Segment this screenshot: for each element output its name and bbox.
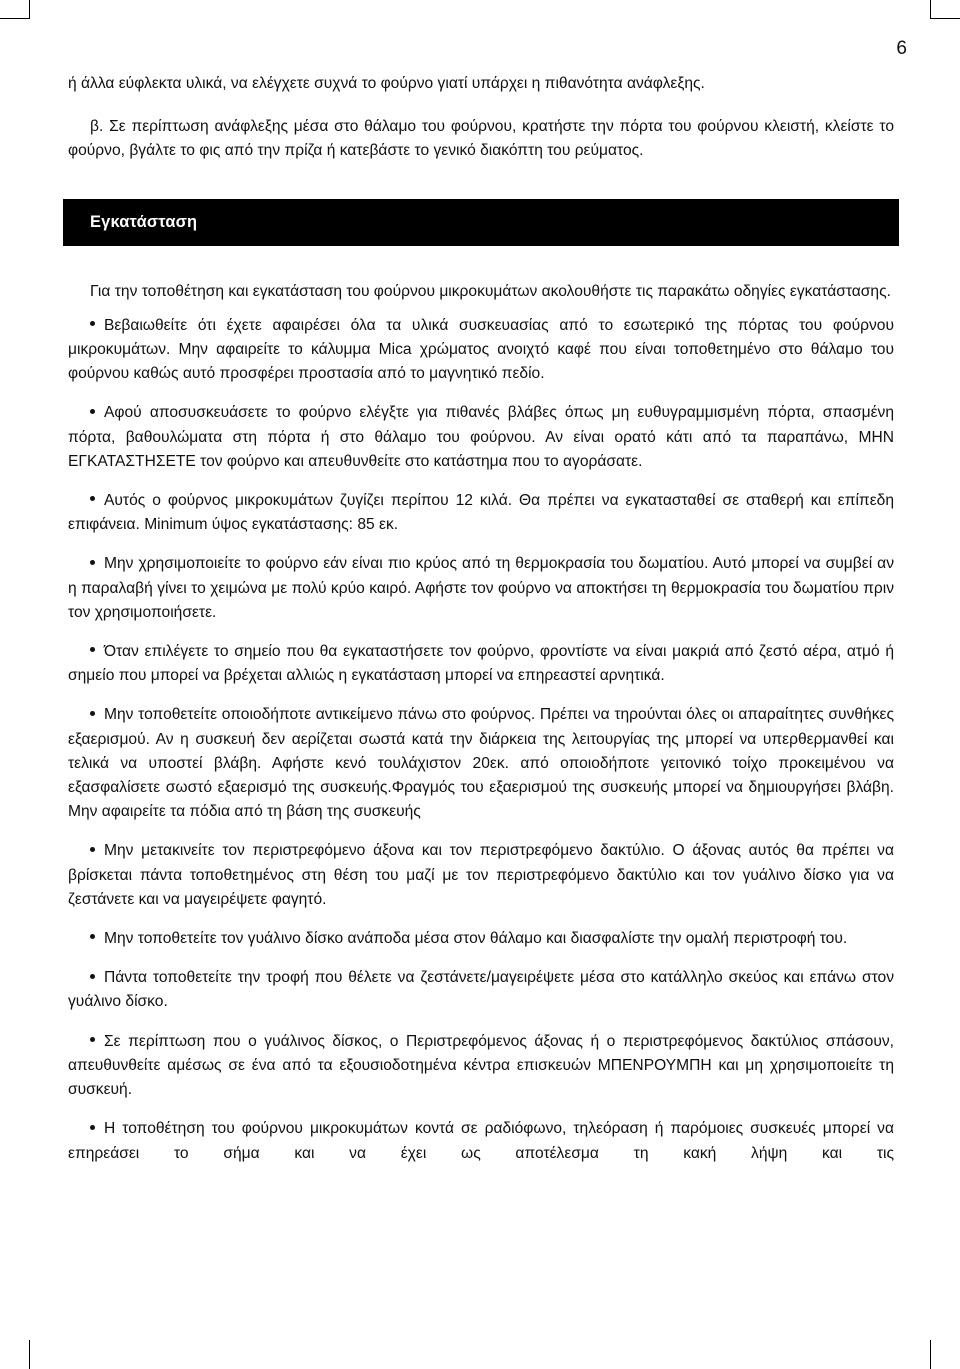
list-item: Αφού αποσυσκευάσετε το φούρνο ελέγξτε για πιθανές βλάβες όπως μη ευθυγραμμισμένη πόρτα, σπασμένη πόρτα, βαθουλώματα στη πόρτα ή στο θάλαμο του φούρνου. Αν είναι ορατό κάτι από τα παραπάνω, ΜΗΝ ΕΓΚΑΤΑΣΤΗΣΕΤΕ τον φούρνο και απευθυνθείτε στο κατάστημα που το αγοράσατε.: [68, 404, 894, 470]
bullet-icon: [90, 496, 95, 501]
bullet-icon: [90, 1125, 95, 1130]
crop-mark-bottom-right-vertical: [930, 1340, 931, 1369]
bullet-icon: [90, 409, 95, 414]
page-content: [68, 72, 894, 1166]
bullet-icon: [90, 1037, 95, 1042]
bullet-icon: [90, 560, 95, 565]
crop-mark-top-left-vertical: [29, 0, 30, 18]
bullet-icon: [90, 934, 95, 939]
list-item: Μην τοποθετείτε τον γυάλινο δίσκο ανάποδα μέσα στον θάλαμο και διασφαλίστε την ομαλή περιστροφή του.: [68, 927, 894, 951]
list-item: Η τοποθέτηση του φούρνου μικροκυμάτων κοντά σε ραδιόφωνο, τηλεόραση ή παρόμοιες συσκευές μπορεί να επηρεάσει το σήμα και να έχει ως αποτέλεσμα τη κακή λήψη και τις: [68, 1120, 894, 1162]
bullet-icon: [90, 974, 95, 979]
list-item: Αυτός ο φούρνος μικροκυμάτων ζυγίζει περίπου 12 κιλά. Θα πρέπει να εγκατασταθεί σε σταθερή και επίπεδη επιφάνεια. Minimum ύψος εγκατάστασης: 85 εκ.: [68, 492, 894, 534]
crop-mark-top-left-horizontal: [0, 18, 30, 19]
crop-mark-top-right-horizontal: [930, 18, 960, 19]
section-title: Εγκατάσταση: [90, 212, 198, 231]
crop-mark-top-right-vertical: [930, 0, 931, 18]
section-intro: Για την τοποθέτηση και εγκατάσταση του φούρνου μικροκυμάτων ακολουθήστε τις παρακάτω οδηγίες εγκατάστασης.: [90, 282, 891, 300]
bullet-icon: [90, 647, 95, 652]
list-item: Σε περίπτωση που ο γυάλινος δίσκος, ο Περιστρεφόμενος άξονας ή ο περιστρεφόμενος δακτύλιος σπάσουν, απευθυνθείτε αμέσως σε ένα από τα εξουσιοδοτημένα κέντρα επισκευών ΜΠΕΝΡΟΥΜΠΗ και μη χρησιμοποιείτε τη συσκευή.: [68, 1032, 894, 1099]
bullet-icon: [90, 321, 95, 326]
list-item: Πάντα τοποθετείτε την τροφή που θέλετε να ζεστάνετε/μαγειρέψετε μέσα στο κατάλληλο σκεύος και επάνω στον γυάλινο δίσκο.: [68, 969, 894, 1011]
paragraph-fire-instructions: β. Σε περίπτωση ανάφλεξης μέσα στο θάλαμο του φούρνου, κρατήστε την πόρτα του φούρνου κλειστή, κλείστε το φούρνο, βγάλτε το φις από την πρίζα ή κατεβάστε το γενικό διακόπτη του ρεύματος.: [68, 118, 894, 160]
paragraph-continued: ή άλλα εύφλεκτα υλικά, να ελέγχετε συχνά το φούρνο γιατί υπάρχει η πιθανότητα ανάφλεξης.: [68, 75, 705, 92]
page-number: 6: [896, 38, 907, 59]
section-heading-bar: [63, 199, 899, 246]
list-item: Βεβαιωθείτε ότι έχετε αφαιρέσει όλα τα υλικά συσκευασίας από το εσωτερικό της πόρτας του φούρνου μικροκυμάτων. Μην αφαιρείτε το κάλυμμα Mica χρώματος ανοιχτό καφέ που είναι τοποθετημένο στο θάλαμο του φούρνου καθώς αυτό προσφέρει προστασία από το μαγνητικό πεδίο.: [68, 316, 894, 383]
bullet-icon: [90, 711, 95, 716]
list-item: Μην χρησιμοποιείτε το φούρνο εάν είναι πιο κρύος από τη θερμοκρασία του δωματίου. Αυτό μπορεί να συμβεί αν η παραλαβή γίνει το χειμώνα με πολύ κρύο καιρό. Αφήστε τον φούρνο να αποκτήσει τη θερμοκρασία του δωματίου πριν τον χρησιμοποιήσετε.: [68, 555, 894, 621]
list-item: Μην τοποθετείτε οποιοδήποτε αντικείμενο πάνω στο φούρνος. Πρέπει να τηρούνται όλες οι απαραίτητες συνθήκες εξαερισμού. Αν η συσκευή δεν αερίζεται σωστά κατά την διάρκεια της λειτουργίας της μπορεί να υπερθερμανθεί και τελικά να υποστεί βλάβη. Αφήστε κενό τουλάχιστον 20εκ. από οποιοδήποτε γειτονικό τοίχο προκειμένου να εξασφαλίσετε σωστό εξαερισμό της συσκευής.Φραγμός του εξαερισμού της συσκευής μπορεί να δημιουργήσει βλάβη. Μην αφαιρείτε τα πόδια από τη βάση της συσκευής: [68, 706, 894, 821]
list-item: Μην μετακινείτε τον περιστρεφόμενο άξονα και τον περιστρεφόμενο δακτύλιο. Ο άξονας αυτός θα πρέπει να βρίσκεται πάντα τοποθετημένος στη θέση του μαζί με τον περιστρεφόμενο δακτύλιο και τον γυάλινο δίσκο για να ζεστάνετε και να μαγειρέψετε φαγητό.: [68, 842, 894, 908]
bullet-icon: [90, 847, 95, 852]
list-item: Όταν επιλέγετε το σημείο που θα εγκαταστήσετε τον φούρνο, φροντίστε να είναι μακριά από ζεστό αέρα, ατμό ή σημείο που μπορεί να βρέχεται αλλιώς η εγκατάσταση μπορεί να επηρεαστεί αρνητικά.: [68, 643, 894, 685]
crop-mark-bottom-left-vertical: [29, 1340, 30, 1369]
